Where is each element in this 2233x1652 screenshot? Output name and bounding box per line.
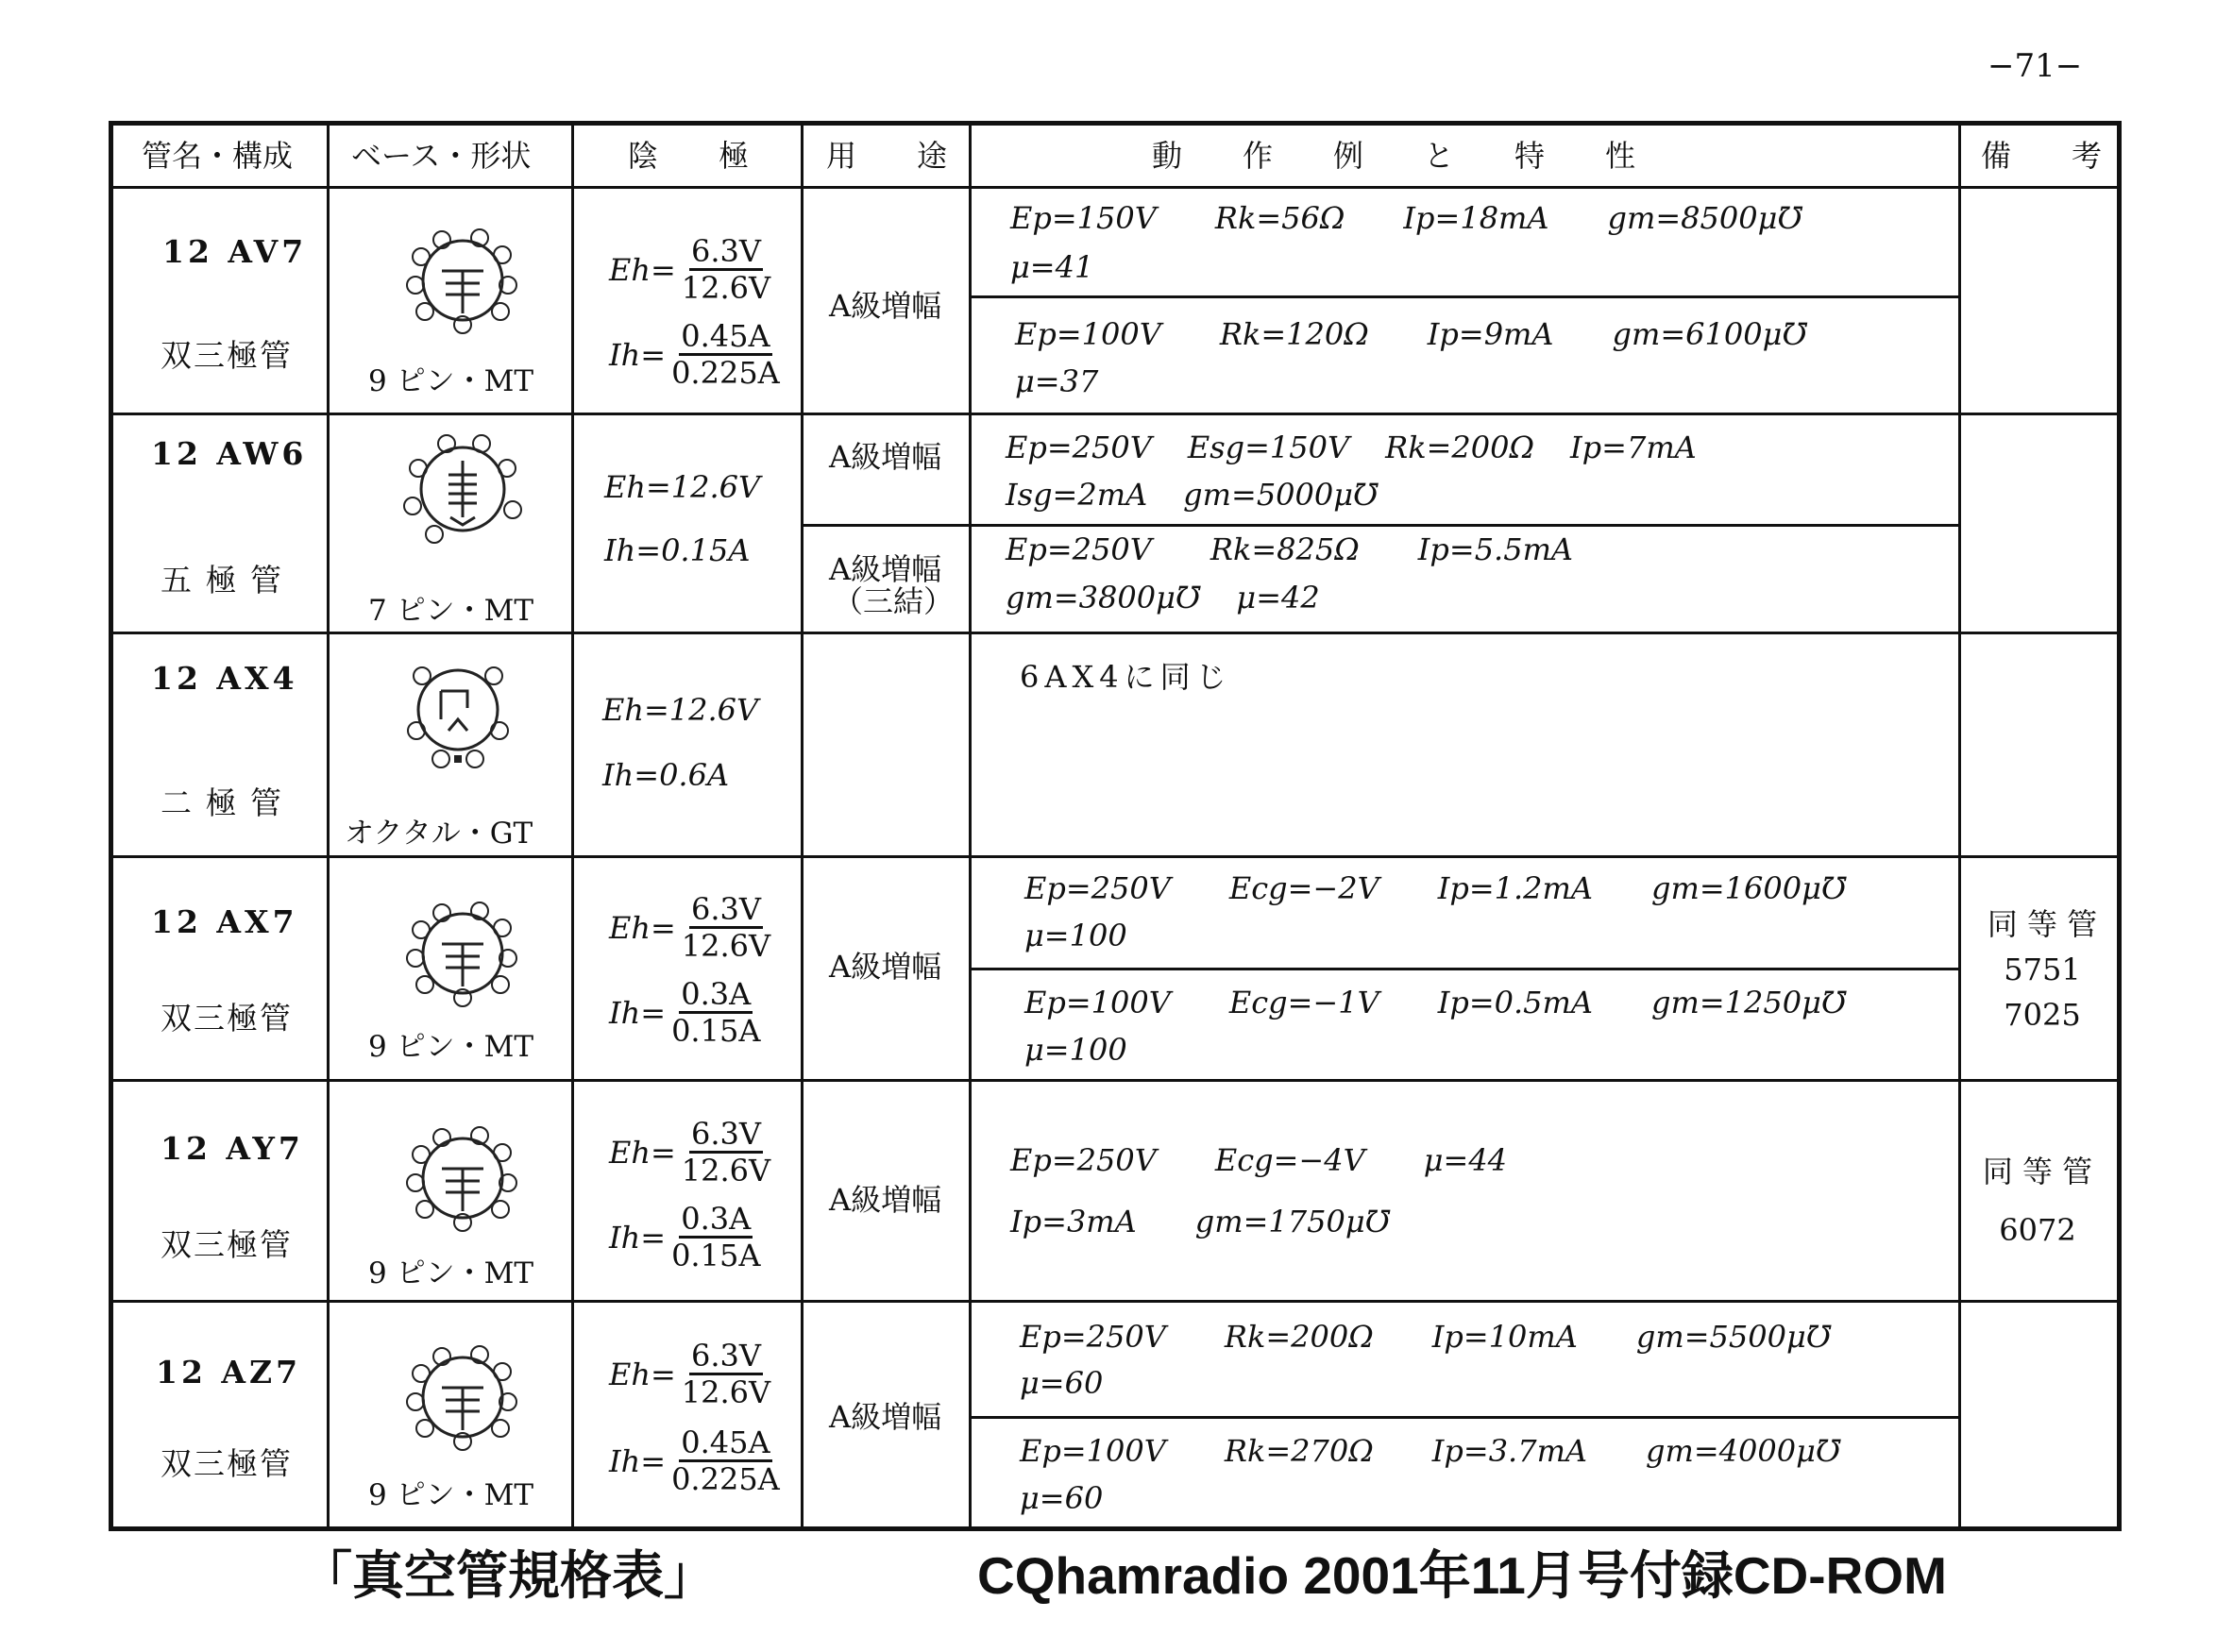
base-type: 9 ピン・MT bbox=[368, 1030, 533, 1064]
use-text: A級増幅 bbox=[829, 439, 942, 475]
ih-label: Ih= bbox=[609, 1442, 667, 1479]
sub-divider bbox=[969, 1416, 1958, 1419]
op-value: Ip=10mA bbox=[1431, 1319, 1578, 1355]
op-value: gm=1750μ℧ bbox=[1194, 1204, 1391, 1239]
use-text: A級増幅 bbox=[829, 551, 942, 587]
eh-den: 12.6V bbox=[681, 1153, 771, 1188]
page-number: −71− bbox=[1988, 47, 2083, 85]
base-type: オクタル・GT bbox=[345, 817, 533, 851]
col-divider bbox=[571, 121, 574, 1531]
op-value: Ip=1.2mA bbox=[1437, 870, 1593, 906]
eh-label: Eh= bbox=[609, 1134, 676, 1171]
ih-num: 0.45A bbox=[681, 318, 770, 354]
cathode-ih: Ih=0.15A bbox=[604, 532, 751, 568]
eh-den: 12.6V bbox=[681, 270, 771, 306]
col-divider bbox=[327, 121, 330, 1531]
op-line bbox=[1020, 1480, 1161, 1516]
op-value: Rk=200Ω bbox=[1385, 430, 1535, 465]
remarks-line: 同 等 管 bbox=[1987, 906, 2098, 942]
eh-num: 6.3V bbox=[690, 233, 761, 269]
op-value: Ep=100V bbox=[1020, 1433, 1166, 1469]
op-value: gm=5500μ℧ bbox=[1635, 1319, 1832, 1355]
op-value: Ip=7mA bbox=[1570, 430, 1697, 465]
ih-label: Ih= bbox=[609, 1219, 667, 1256]
op-line bbox=[1006, 531, 1632, 567]
op-value: Ecg=−1V bbox=[1228, 985, 1379, 1020]
tube-kind: 双三極管 bbox=[161, 337, 293, 374]
cathode-eh bbox=[609, 1117, 772, 1188]
op-value: gm=5000μ℧ bbox=[1183, 477, 1379, 513]
header-remarks: 備 考 bbox=[1981, 138, 2103, 174]
tube-name: 12 AW6 bbox=[151, 435, 308, 472]
op-value: gm=8500μ℧ bbox=[1607, 200, 1802, 236]
pin-diagram-9pin-icon bbox=[397, 219, 529, 342]
ih-num: 0.3A bbox=[681, 976, 752, 1012]
tube-name: 12 AX4 bbox=[151, 660, 298, 697]
tube-name: 12 AX7 bbox=[151, 903, 298, 940]
op-value: μ=60 bbox=[1020, 1480, 1104, 1516]
cathode-ih: Ih=0.6A bbox=[602, 757, 730, 793]
col-divider bbox=[969, 121, 972, 1531]
use-text: A級増幅 bbox=[829, 1399, 942, 1435]
op-line bbox=[1020, 1433, 1899, 1469]
ih-den: 0.15A bbox=[671, 1013, 761, 1049]
pin-diagram-7pin-icon bbox=[392, 423, 533, 555]
op-value: Ip=5.5mA bbox=[1417, 531, 1574, 567]
ih-den: 0.225A bbox=[671, 355, 780, 391]
cathode-ih bbox=[609, 319, 782, 390]
op-value: Ep=100V bbox=[1024, 985, 1171, 1020]
tube-kind: 双三極管 bbox=[161, 1000, 293, 1037]
ih-den: 0.15A bbox=[671, 1238, 761, 1273]
op-line bbox=[1024, 1032, 1186, 1068]
row-divider bbox=[109, 413, 2122, 415]
eh-label: Eh= bbox=[609, 909, 676, 946]
col-divider bbox=[801, 121, 804, 1531]
footer-source-title: 「真空管規格表」 bbox=[300, 1546, 717, 1605]
col-divider bbox=[1958, 121, 1961, 1531]
op-line bbox=[1010, 1204, 1448, 1239]
op-value: Ip=0.5mA bbox=[1437, 985, 1593, 1020]
cathode-eh: Eh=12.6V bbox=[602, 692, 759, 728]
cathode-eh bbox=[609, 234, 772, 305]
row-divider bbox=[109, 1300, 2122, 1303]
op-value: μ=41 bbox=[1010, 249, 1094, 285]
op-value: Ep=250V bbox=[1006, 531, 1152, 567]
op-value: Ep=100V bbox=[1015, 316, 1161, 352]
operation-note: 6AX4に同じ bbox=[1020, 659, 1232, 695]
tube-name: 12 AV7 bbox=[162, 233, 308, 270]
op-value: μ=42 bbox=[1236, 580, 1320, 615]
base-type: 9 ピン・MT bbox=[368, 1256, 533, 1290]
cathode-eh: Eh=12.6V bbox=[604, 469, 761, 505]
op-value: gm=1250μ℧ bbox=[1650, 985, 1847, 1020]
op-value: gm=4000μ℧ bbox=[1646, 1433, 1841, 1469]
op-value: Ep=250V bbox=[1024, 870, 1171, 906]
tube-name: 12 AZ7 bbox=[156, 1354, 302, 1391]
op-value: Ip=3mA bbox=[1010, 1204, 1137, 1239]
op-value: Isg=2mA bbox=[1006, 477, 1148, 513]
tube-kind: 五 極 管 bbox=[161, 562, 283, 598]
ih-den: 0.225A bbox=[671, 1461, 780, 1497]
op-value: Ep=250V bbox=[1006, 430, 1152, 465]
ih-num: 0.45A bbox=[681, 1424, 770, 1460]
tube-kind: 二 極 管 bbox=[161, 784, 283, 821]
eh-num: 6.3V bbox=[690, 891, 761, 927]
cathode-eh bbox=[609, 892, 772, 963]
header-use: 用 途 bbox=[826, 138, 948, 174]
row-divider bbox=[109, 632, 2122, 634]
remarks-line: 5751 bbox=[2004, 952, 2081, 987]
cathode-ih bbox=[609, 1425, 782, 1496]
op-value: Rk=270Ω bbox=[1224, 1433, 1374, 1469]
op-value: Rk=200Ω bbox=[1224, 1319, 1374, 1355]
op-value: Ep=250V bbox=[1020, 1319, 1166, 1355]
op-value: gm=3800μ℧ bbox=[1006, 580, 1201, 615]
op-value: μ=100 bbox=[1024, 918, 1127, 953]
use-text: （三結） bbox=[833, 583, 955, 619]
op-line bbox=[1024, 985, 1904, 1020]
pin-diagram-9pin-icon bbox=[397, 892, 529, 1015]
remarks-line: 7025 bbox=[2004, 997, 2081, 1033]
row-divider bbox=[109, 186, 2122, 189]
op-line bbox=[1015, 316, 1866, 352]
op-line bbox=[1006, 477, 1437, 513]
op-value: Ip=9mA bbox=[1427, 316, 1554, 352]
op-line bbox=[1024, 870, 1904, 906]
pin-diagram-octal-icon bbox=[382, 644, 533, 776]
tube-name: 12 AY7 bbox=[161, 1130, 304, 1167]
tube-kind: 双三極管 bbox=[161, 1226, 293, 1263]
row-divider bbox=[109, 855, 2122, 858]
remarks-line: 同 等 管 bbox=[1982, 1154, 2093, 1189]
sub-divider bbox=[969, 968, 1958, 970]
op-line bbox=[1010, 1142, 1565, 1178]
op-value: μ=100 bbox=[1024, 1032, 1127, 1068]
header-operation: 動 作 例 と 特 性 bbox=[1152, 138, 1636, 174]
eh-num: 6.3V bbox=[690, 1338, 761, 1374]
op-value: Ip=3.7mA bbox=[1431, 1433, 1588, 1469]
pin-diagram-9pin-icon bbox=[397, 1117, 529, 1239]
use-text: A級増幅 bbox=[829, 1182, 942, 1218]
eh-den: 12.6V bbox=[681, 928, 771, 964]
op-value: gm=1600μ℧ bbox=[1650, 870, 1847, 906]
op-line bbox=[1010, 249, 1152, 285]
op-line bbox=[1024, 918, 1186, 953]
cathode-eh bbox=[609, 1339, 772, 1409]
op-value: gm=6100μ℧ bbox=[1612, 316, 1807, 352]
op-value: Esg=150V bbox=[1187, 430, 1350, 465]
use-text: A級増幅 bbox=[829, 949, 942, 985]
ih-label: Ih= bbox=[609, 994, 667, 1031]
base-type: 9 ピン・MT bbox=[368, 364, 533, 398]
row-divider bbox=[109, 1079, 2122, 1082]
op-value: Ecg=−2V bbox=[1228, 870, 1379, 906]
op-value: Ep=150V bbox=[1010, 200, 1157, 236]
eh-label: Eh= bbox=[609, 251, 676, 288]
sub-divider bbox=[801, 524, 1958, 527]
op-value: Rk=825Ω bbox=[1210, 531, 1360, 567]
eh-den: 12.6V bbox=[681, 1374, 771, 1410]
tube-kind: 双三極管 bbox=[161, 1445, 293, 1482]
eh-label: Eh= bbox=[609, 1356, 676, 1392]
op-value: Ip=18mA bbox=[1403, 200, 1549, 236]
base-type: 9 ピン・MT bbox=[368, 1478, 533, 1512]
op-value: μ=37 bbox=[1015, 363, 1099, 399]
remarks bbox=[1962, 1142, 2113, 1259]
cathode-ih bbox=[609, 977, 762, 1048]
op-value: μ=44 bbox=[1423, 1142, 1508, 1178]
use-text: A級増幅 bbox=[829, 288, 942, 324]
footer-publication: CQhamradio 2001年11月号付録CD-ROM bbox=[977, 1546, 1947, 1605]
header-cathode: 陰 極 bbox=[628, 138, 750, 174]
op-value: Ecg=−4V bbox=[1214, 1142, 1365, 1178]
op-line bbox=[1006, 430, 1755, 465]
header-name: 管名・構成 bbox=[142, 138, 294, 174]
remarks bbox=[1962, 902, 2123, 1037]
op-line bbox=[1015, 363, 1157, 399]
ih-num: 0.3A bbox=[681, 1201, 752, 1237]
base-type: 7 ピン・MT bbox=[368, 594, 533, 628]
remarks-line: 6072 bbox=[1999, 1212, 2076, 1248]
op-value: μ=60 bbox=[1020, 1365, 1104, 1401]
cathode-ih bbox=[609, 1202, 762, 1273]
ih-label: Ih= bbox=[609, 336, 667, 373]
op-line bbox=[1020, 1365, 1161, 1401]
header-base: ベース・形状 bbox=[351, 138, 532, 174]
sub-divider bbox=[969, 295, 1958, 298]
eh-num: 6.3V bbox=[690, 1116, 761, 1152]
op-value: Rk=56Ω bbox=[1214, 200, 1345, 236]
op-line bbox=[1010, 200, 1861, 236]
op-value: Ep=250V bbox=[1010, 1142, 1157, 1178]
op-line bbox=[1020, 1319, 1889, 1355]
op-line bbox=[1006, 580, 1379, 615]
pin-diagram-9pin-icon bbox=[397, 1336, 529, 1458]
op-value: Rk=120Ω bbox=[1219, 316, 1369, 352]
